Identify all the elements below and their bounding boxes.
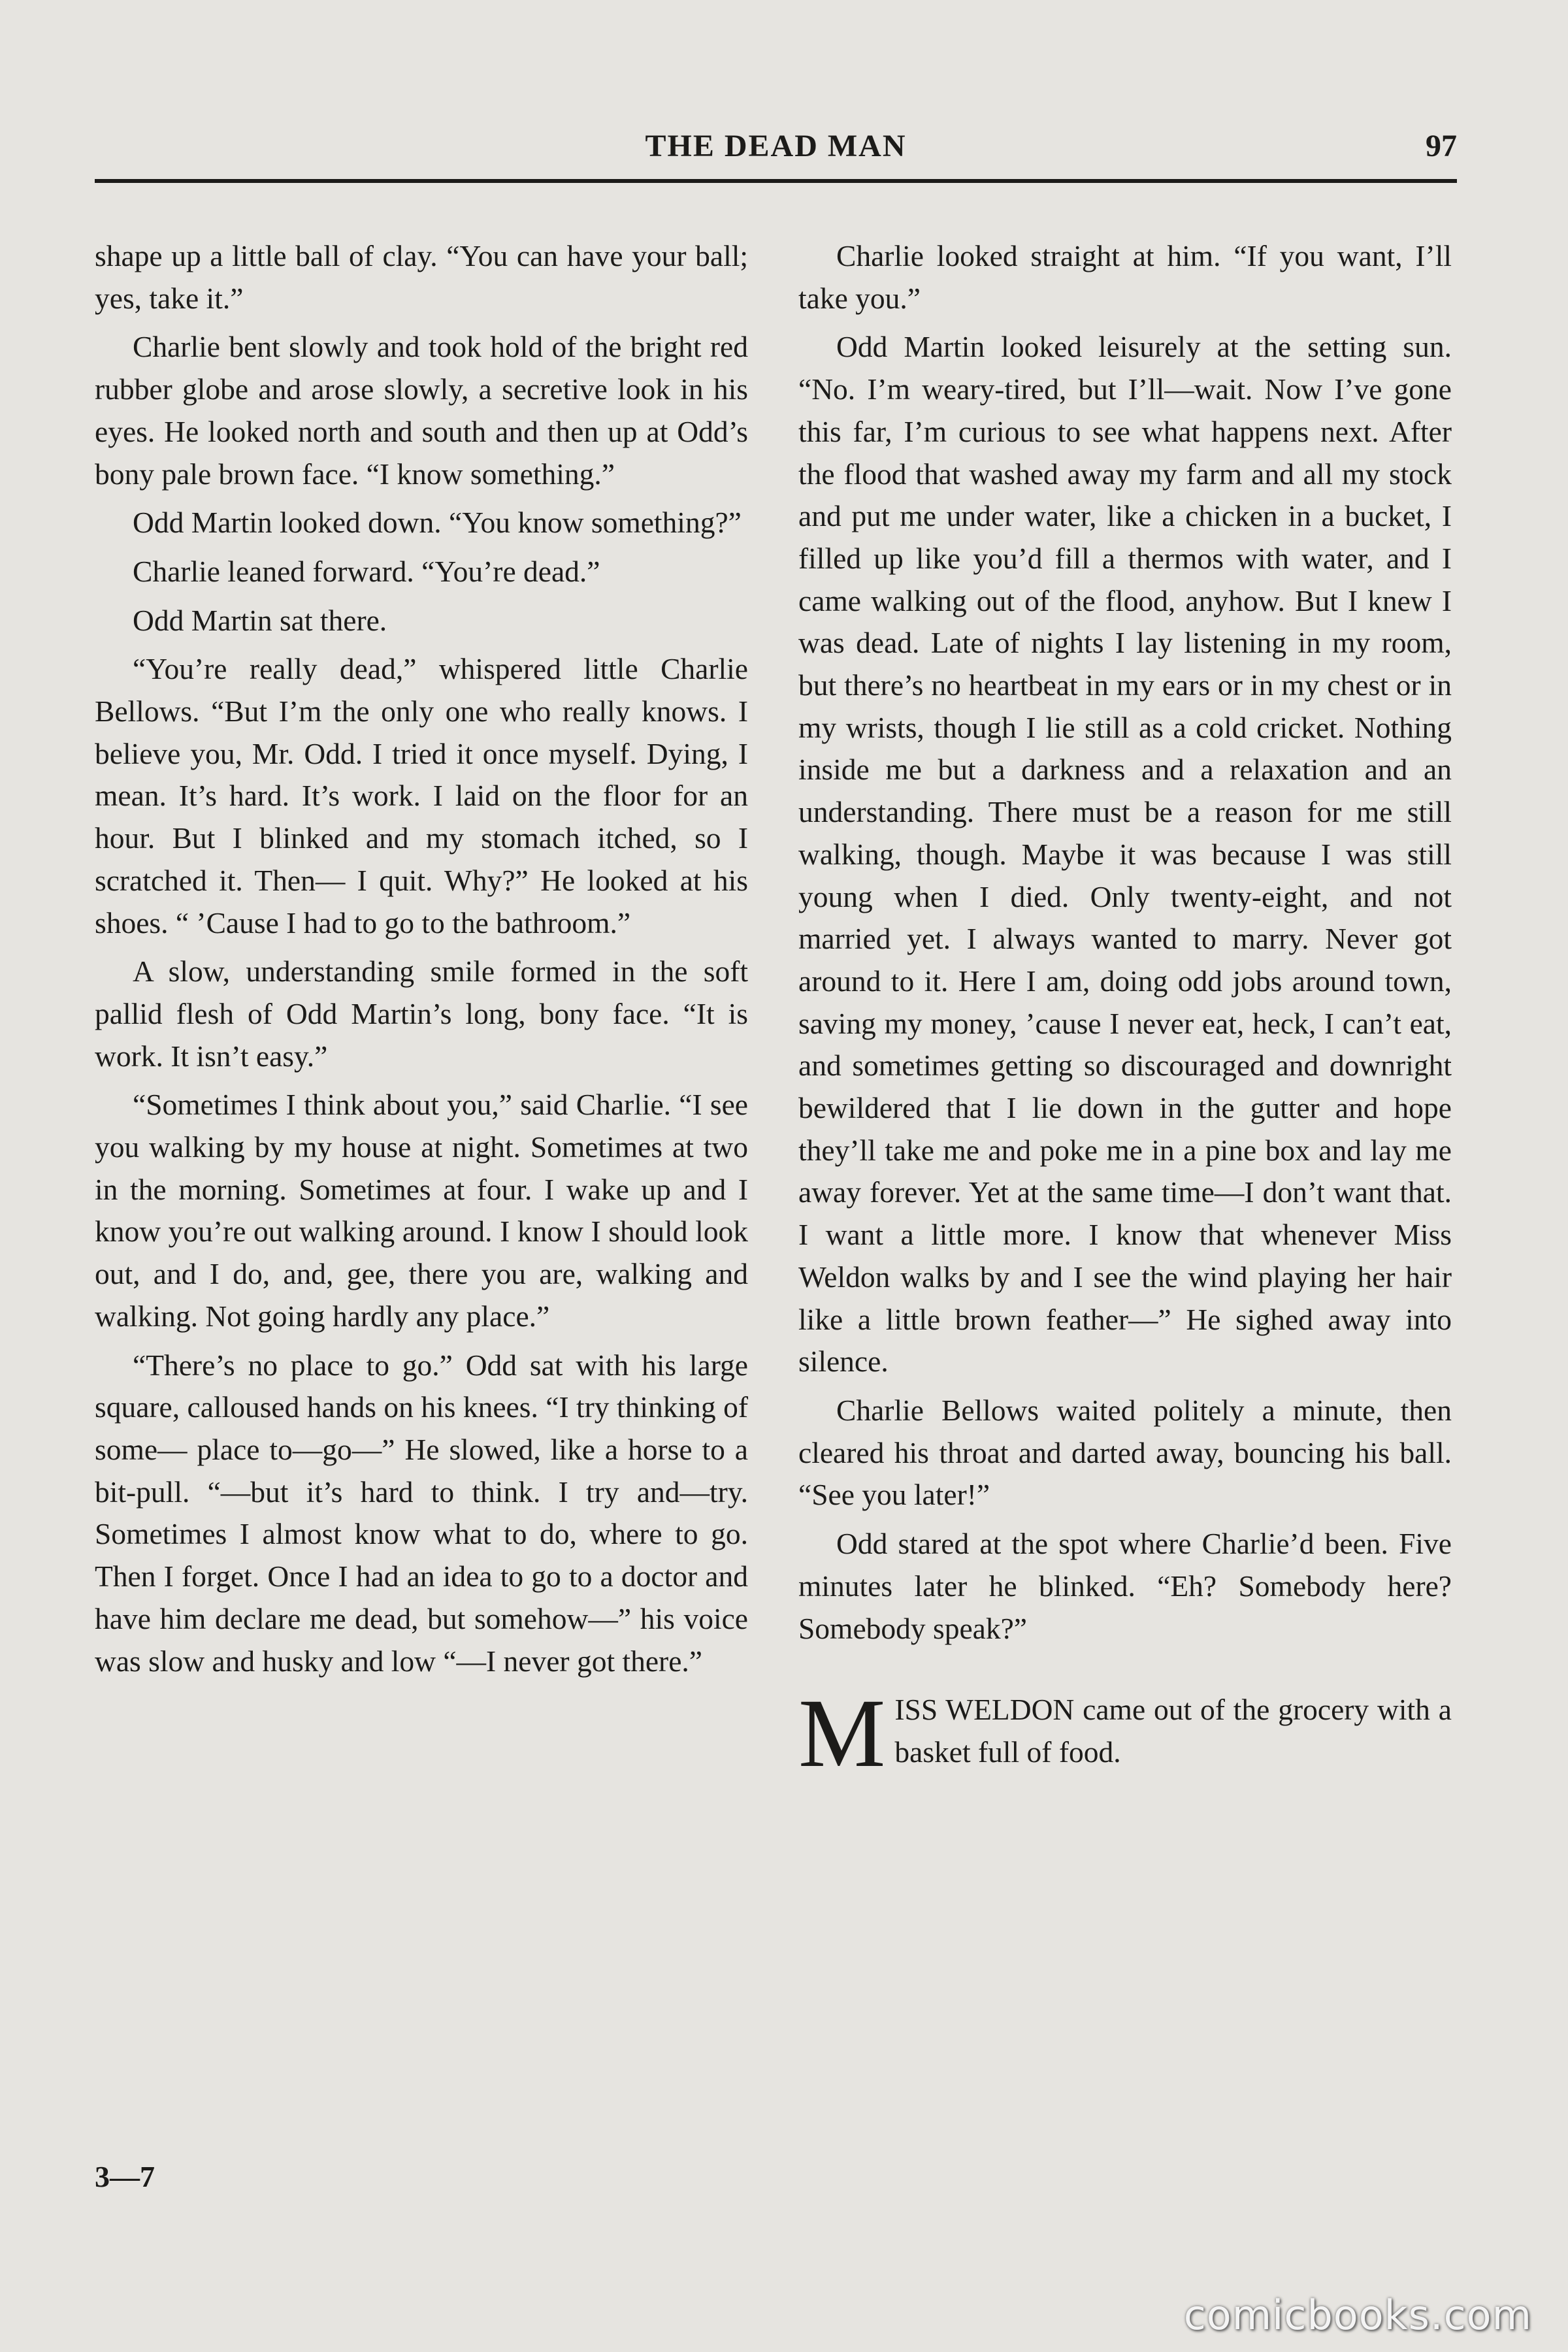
left-column bbox=[95, 235, 748, 1689]
paragraph: Charlie looked straight at him. “If you want, I’ll take you.” bbox=[798, 239, 1452, 315]
page-number: 97 bbox=[1426, 129, 1457, 163]
paragraph: A slow, understanding smile formed in the soft pallid flesh of Odd Martin’s long, bony face. “It is work. It isn’t easy.” bbox=[95, 955, 748, 1073]
paragraph: shape up a little ball of clay. “You can have your ball; yes, take it.” bbox=[95, 239, 748, 315]
right-column bbox=[798, 235, 1452, 1788]
paragraph: “You’re really dead,” whispered little Charlie Bellows. “But I’m the only one who really knows. I believe you, Mr. Odd. I tried it once myself. Dying, I mean. It’s hard. It’s work. I laid on the floor for an hour. But I blinked and my stomach itched, so I scratched it. Then— I quit. Why?” He looked at his shoes. “ ’Cause I had to go to the bathroom.” bbox=[95, 652, 748, 939]
paragraph: Charlie Bellows waited politely a minute, then cleared his throat and darted away, bouncing his ball. “See you later!” bbox=[798, 1393, 1452, 1512]
section-opening-text: ISS WELDON came out of the grocery with a basket full of food. bbox=[894, 1693, 1452, 1769]
running-head bbox=[95, 128, 1457, 174]
paragraph: “There’s no place to go.” Odd sat with his large square, calloused hands on his knees. “I try thinking of some— place to—go—” He slowed, like a horse to a bit-pull. “—but it’s hard to think. I try and—try. Sometimes I almost know what to do, where to go. Then I forget. Once I had an idea to go to a doctor and have him declare me dead, but somehow—” his voice was slow and husky and low “—I never got there.” bbox=[95, 1348, 748, 1678]
header-rule bbox=[95, 179, 1457, 183]
paragraph: Odd Martin looked down. “You know something?” bbox=[133, 506, 742, 540]
running-title: THE DEAD MAN bbox=[645, 129, 907, 163]
section-opening bbox=[798, 1679, 1452, 1788]
paragraph: Odd Martin looked leisurely at the setting sun. “No. I’m weary-tired, but I’ll—wait. Now I’ve gone this far, I’m curious to see what happens next. After the flood that washed away my farm and all my stock and put me under water, like a chicken in a bucket, I filled up like you’d fill a thermos with water, and I came walking out of the flood, anyhow. But I knew I was dead. Late of nights I lay listening in my room, but there’s no heartbeat in my ears or in my chest or in my wrists, though I lie still as a cold cricket. Nothing inside me but a darkness and a relaxation and an understanding. There must be a reason for me still walking, though. Maybe it was because I was still young when I died. Only twenty-eight, and not married yet. I always wanted to marry. Never got around to it. Here I am, doing odd jobs around town, saving my money, ’cause I never eat, heck, I can’t eat, and sometimes getting so discouraged and downright bewildered that I lie down in the gutter and hope they’ll take me and poke me in a pine box and lay me away forever. Yet at the same time—I don’t want that. I want a little more. I know that whenever Miss Weldon walks by and I see the wind playing her hair like a little brown feather—” He sighed away into silence. bbox=[798, 330, 1452, 1379]
drop-cap: M bbox=[798, 1679, 886, 1788]
paragraph: Charlie bent slowly and took hold of the bright red rubber globe and arose slowly, a secretive look in his eyes. He looked north and south and then up at Odd’s bony pale brown face. “I know something.” bbox=[95, 330, 748, 491]
paragraph: Odd stared at the spot where Charlie’d been. Five minutes later he blinked. “Eh? Somebody here? Somebody speak?” bbox=[798, 1527, 1452, 1645]
paragraph: “Sometimes I think about you,” said Charlie. “I see you walking by my house at night. Sometimes at two in the morning. Sometimes at four. I wake up and I know you’re out walking around. I know I should look out, and I do, and, gee, there you are, walking and walking. Not going hardly any place.” bbox=[95, 1088, 748, 1333]
watermark: comicbooks.com bbox=[1183, 2291, 1532, 2339]
signature-mark: 3—7 bbox=[95, 2160, 155, 2193]
paragraph: Odd Martin sat there. bbox=[133, 603, 387, 637]
paragraph: Charlie leaned forward. “You’re dead.” bbox=[133, 554, 600, 588]
